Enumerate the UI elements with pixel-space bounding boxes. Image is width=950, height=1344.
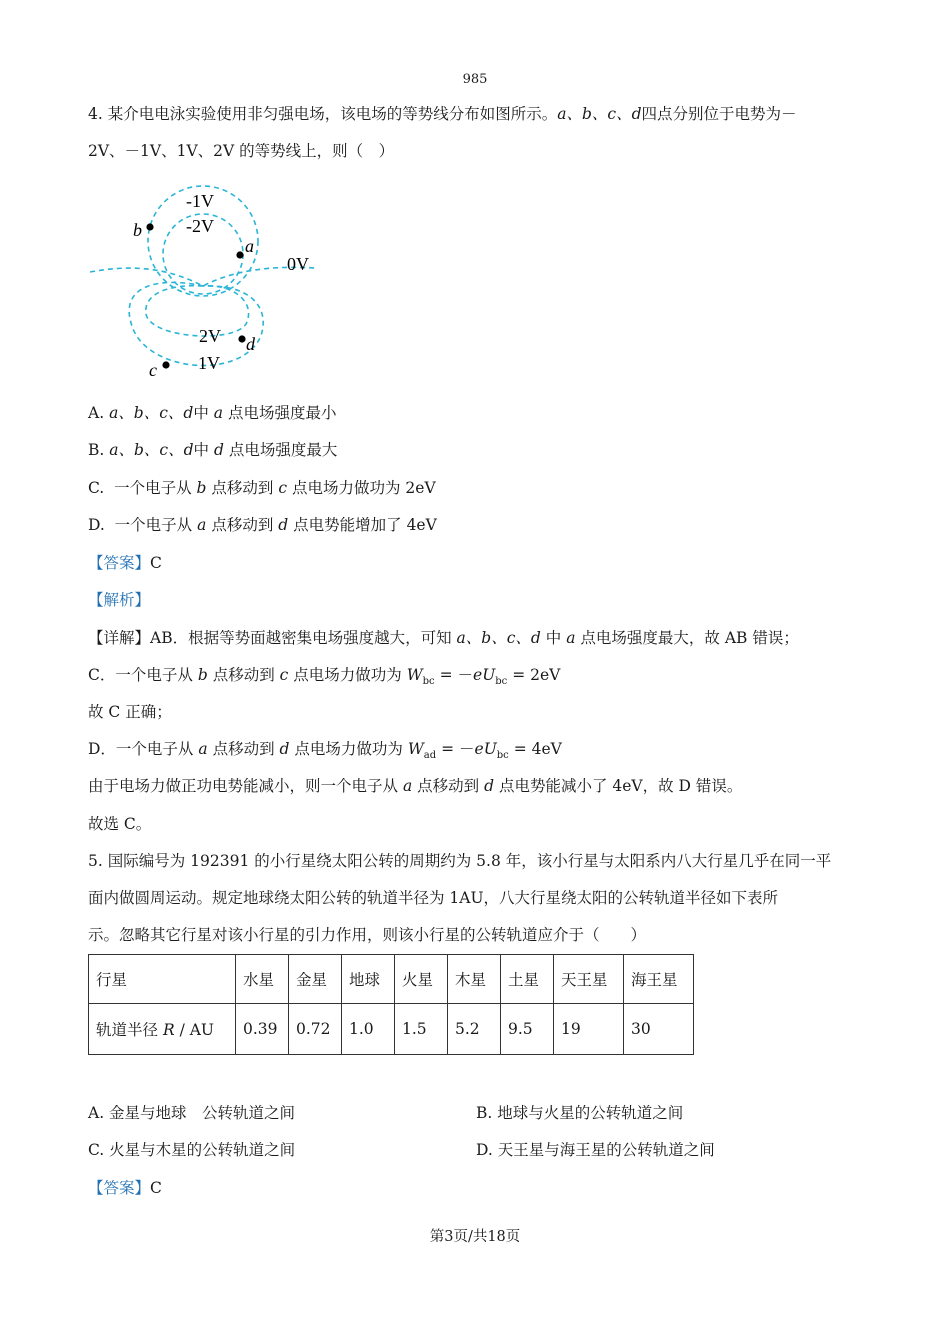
q4-option-a: A. a、b、c、d中 a 点电场强度最小 bbox=[88, 404, 337, 422]
label-plus1: 1V bbox=[198, 353, 220, 373]
q4-detail-line5: 由于电场力做正功电势能减小，则一个电子从 a 点移动到 d 点电势能减小了 4eV，故 D 错误。 bbox=[88, 777, 743, 795]
q5-answer: 【答案】C bbox=[88, 1179, 162, 1197]
table-row-label: 轨道半径 R / AU bbox=[89, 1004, 236, 1055]
table-header-cell: 地球 bbox=[342, 955, 395, 1004]
table-cell: 1.0 bbox=[342, 1004, 395, 1055]
table-header-row bbox=[89, 955, 694, 1004]
table-cell: 19 bbox=[554, 1004, 624, 1055]
q5-option-c: C. 火星与木星的公转轨道之间 bbox=[88, 1141, 296, 1159]
table-header-cell: 金星 bbox=[289, 955, 342, 1004]
q5-option-d: D. 天王星与海王星的公转轨道之间 bbox=[476, 1141, 715, 1159]
page-header-number: 985 bbox=[462, 72, 488, 87]
q5-option-a: A. 金星与地球 公转轨道之间 bbox=[88, 1104, 296, 1122]
table-header-cell: 海王星 bbox=[624, 955, 694, 1004]
table-header-cell: 天王星 bbox=[554, 955, 624, 1004]
planet-radius-table bbox=[88, 954, 694, 1055]
table-header-cell: 水星 bbox=[236, 955, 289, 1004]
table-cell: 0.72 bbox=[289, 1004, 342, 1055]
q4-detail-line2: C．一个电子从 b 点移动到 c 点电场力做功为 $W_{bc} = -eU_{bc} = 2eV$ bbox=[88, 666, 561, 688]
table-header-cell: 土星 bbox=[501, 955, 554, 1004]
q4-detail-line6: 故选 C。 bbox=[88, 815, 152, 833]
table-row bbox=[89, 1004, 694, 1055]
q4-detail-line1: 【详解】AB．根据等势面越密集电场强度越大，可知 a、b、c、d 中 a 点电场强度最大，故 AB 错误； bbox=[88, 629, 799, 647]
label-a: a bbox=[245, 236, 254, 256]
point-a-dot bbox=[236, 251, 243, 258]
label-minus1: -1V bbox=[186, 191, 214, 211]
table-header-cell: 木星 bbox=[448, 955, 501, 1004]
page-footer: 第3页/共18页 bbox=[429, 1229, 521, 1245]
q4-option-d: D. 一个电子从 a 点移动到 d 点电势能增加了 4eV bbox=[88, 516, 437, 534]
q4-detail-line3: 故 C 正确； bbox=[88, 703, 172, 721]
q4-stem-line1: 4. 某介电电泳实验使用非匀强电场，该电场的等势线分布如图所示。a、b、c、d四点分别位于电势为－ bbox=[88, 105, 797, 123]
table-cell: 9.5 bbox=[501, 1004, 554, 1055]
label-minus2: -2V bbox=[186, 216, 214, 236]
label-b: b bbox=[133, 220, 142, 240]
q5-option-b: B. 地球与火星的公转轨道之间 bbox=[476, 1104, 684, 1122]
equipotential-plus2 bbox=[146, 286, 249, 336]
q4-option-c: C. 一个电子从 b 点移动到 c 点电场力做功为 2eV bbox=[88, 479, 436, 497]
table-cell: 5.2 bbox=[448, 1004, 501, 1055]
q5-stem-line2: 面内做圆周运动。规定地球绕太阳公转的轨道半径为 1AU，八大行星绕太阳的公转轨道半径如下表所 bbox=[88, 889, 779, 907]
q4-option-b: B. a、b、c、d中 d 点电场强度最大 bbox=[88, 441, 338, 459]
table-cell: 1.5 bbox=[395, 1004, 448, 1055]
q5-stem-line3: 示。忽略其它行星对该小行星的引力作用，则该小行星的公转轨道应介于（ ） bbox=[88, 926, 647, 944]
label-d: d bbox=[246, 334, 255, 354]
point-b-dot bbox=[146, 223, 153, 230]
q5-stem-line1: 5. 国际编号为 192391 的小行星绕太阳公转的周期约为 5.8 年，该小行星与太阳系内八大行星几乎在同一平 bbox=[88, 852, 832, 870]
q4-answer: 【答案】C bbox=[88, 554, 162, 572]
equipotential-figure bbox=[88, 176, 328, 386]
label-plus2: 2V bbox=[199, 326, 221, 346]
table-header-cell: 火星 bbox=[395, 955, 448, 1004]
table-header-cell: 行星 bbox=[89, 955, 236, 1004]
point-c-dot bbox=[162, 361, 169, 368]
label-zero: 0V bbox=[287, 254, 309, 274]
point-d-dot bbox=[238, 335, 245, 342]
equipotential-zero bbox=[90, 267, 316, 286]
q4-detail-line4: D．一个电子从 a 点移动到 d 点电场力做功为 $W_{ad} = -eU_{bc} = 4eV$ bbox=[88, 740, 562, 762]
q4-analysis-tag: 【解析】 bbox=[88, 591, 151, 609]
table-cell: 30 bbox=[624, 1004, 694, 1055]
table-cell: 0.39 bbox=[236, 1004, 289, 1055]
label-c: c bbox=[149, 360, 157, 380]
q4-stem-line2: 2V、－1V、1V、2V 的等势线上，则（ ） bbox=[88, 142, 395, 160]
